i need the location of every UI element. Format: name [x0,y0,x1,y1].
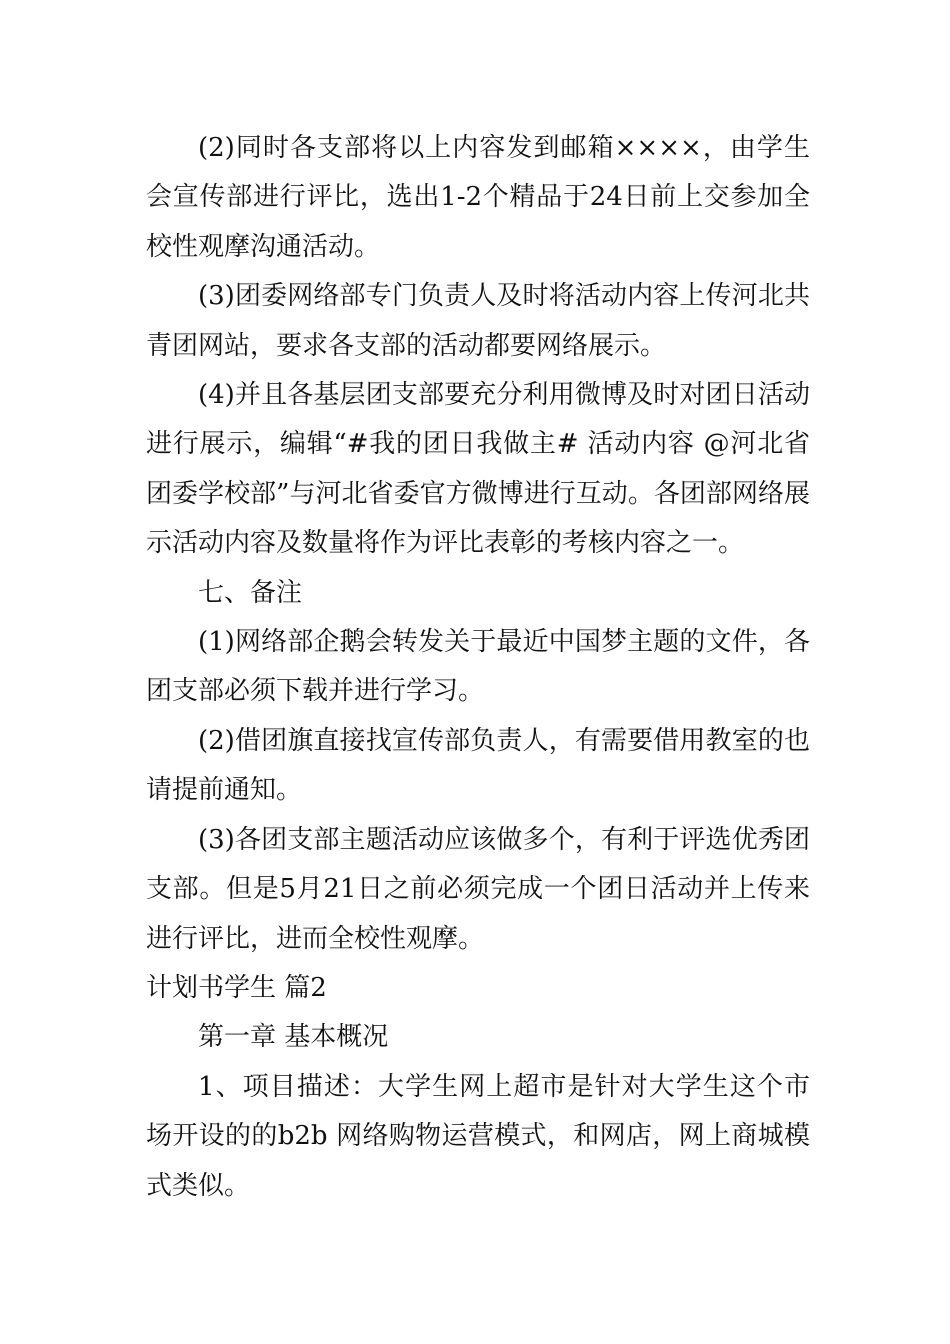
remark-item-3: (3)各团支部主题活动应该做多个，有利于评选优秀团支部。但是5月21日之前必须完成一个团日活动并上传来进行评比，进而全校性观摩。 [146,824,810,954]
chapter-heading: 第一章 基本概况 [198,1022,389,1053]
paragraph-item-3: (3)团委网络部专门负责人及时将活动内容上传河北共青团网站，要求各支部的活动都要网络展示。 [146,281,810,361]
remark-item-2: (2)借团旗直接找宣传部负责人，有需要借用教室的也请提前通知。 [146,725,810,806]
paragraph-item-2: (2)同时各支部将以上内容发到邮箱××××，由学生会宣传部进行评比，选出1-2个精品于24日前上交参加全校性观摩沟通活动。 [146,133,810,262]
section-heading-remarks: 七、备注 [198,577,303,608]
article-title: 计划书学生 篇2 [146,972,327,1003]
paragraph-item-4: (4)并且各基层团支部要充分利用微博及时对团日活动进行展示，编辑“#我的团日我做主# 活动内容 @河北省团委学校部”与河北省委官方微博进行互动。各团部网络展示活动内容及数量将作为评比表彰的考核内容之一。 [146,380,810,559]
document-page [146,124,810,1211]
remark-item-1: (1)网络部企鹅会转发关于最近中国梦主题的文件，各团支部必须下载并进行学习。 [146,627,810,707]
project-description: 1、项目描述：大学生网上超市是针对大学生这个市场开设的的b2b 网络购物运营模式，和网店，网上商城模式类似。 [146,1071,810,1201]
